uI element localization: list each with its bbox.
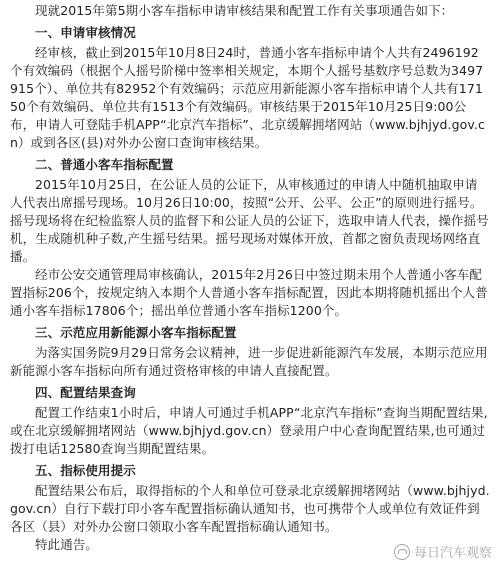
section-paragraph: 为落实国务院9月29日常务会议精神，进一步促进新能源汽车发展，本期示范应用新能源小客车指标向所有通过资格审核的申请人直接配置。 <box>10 345 488 378</box>
section-paragraph: 配置结果公布后，取得指标的个人和单位可登录北京缓解拥堵网站（www.bjhjyd.gov.cn）自行下载打印小客车配置指标确认通知书，也可携带个人或单位有效证件到各区（县）对外办公窗口领取小客车配置指标确认通知书。 <box>10 483 490 534</box>
section-2 <box>10 156 490 320</box>
section-paragraph: 经市公安交通管理局审核确认，2015年2月26日中签过期未用个人普通小客车配置指标206个，按规定纳入本期个人普通小客车指标配置，因此本期将随机摇出个人普通小客车指标17806个；摇出单位普通小客车指标1200个。 <box>10 267 488 318</box>
section-5 <box>10 462 490 536</box>
section-1 <box>10 24 490 152</box>
section-4 <box>10 384 490 458</box>
section-paragraph: 配置工作结束1小时后，申请人可通过手机APP“北京汽车指标”查询当期配置结果,或在北京缓解拥堵网站（www.bjhjyd.gov.cn）登录用户中心查询配置结果,也可通过拨打电话12580查询当期配置结果。 <box>10 405 488 456</box>
section-paragraph: 经审核，截止到2015年10月8日24时，普通小客车指标申请个人共有2496192个有效编码（根据个人摇号阶梯中签率相关规定，本期个人摇号基数序号总数为3497915个）、单位共有82952个有效编码；示范应用新能源小客车指标申请个人共有17150个有效编码、单位共有1513个有效编码。审核结果于2015年10月25日9:00公布，申请人可登陆手机APP“北京汽车指标”、北京缓解拥堵网站（www.bjhjyd.gov.cn）或到各区(县)对外办公窗口查询审核结果。 <box>10 45 485 150</box>
section-heading: 三、示范应用新能源小客车指标配置 <box>35 325 237 340</box>
wechat-logo-icon <box>394 544 410 560</box>
section-paragraph: 2015年10月25日，在公证人员的公证下，从审核通过的申请人中随机抽取申请人代表出席摇号现场。10月26日10:00，按照“公开、公平、公正”的原则进行摇号。摇号现场将在纪检监察人员的监督下和公证人员的公证下，选取申请人代表，操作摇号机，生成随机种子数,产生摇号结果。摇号现场对媒体开放，首都之窗负责现场网络直播。 <box>10 177 489 264</box>
section-heading: 二、普通小客车指标配置 <box>35 157 174 172</box>
section-heading: 一、申请审核情况 <box>35 25 136 40</box>
watermark-text: 每日汽车观察 <box>413 546 492 561</box>
section-heading: 四、配置结果查询 <box>35 385 136 400</box>
intro-text: 现就2015年第5期小客车指标申请审核结果和配置工作有关事项通告如下： <box>35 3 454 18</box>
section-heading: 五、指标使用提示 <box>35 463 136 478</box>
section-3 <box>10 324 490 380</box>
closing-text: 特此通告。 <box>35 537 99 552</box>
watermark <box>394 542 492 561</box>
